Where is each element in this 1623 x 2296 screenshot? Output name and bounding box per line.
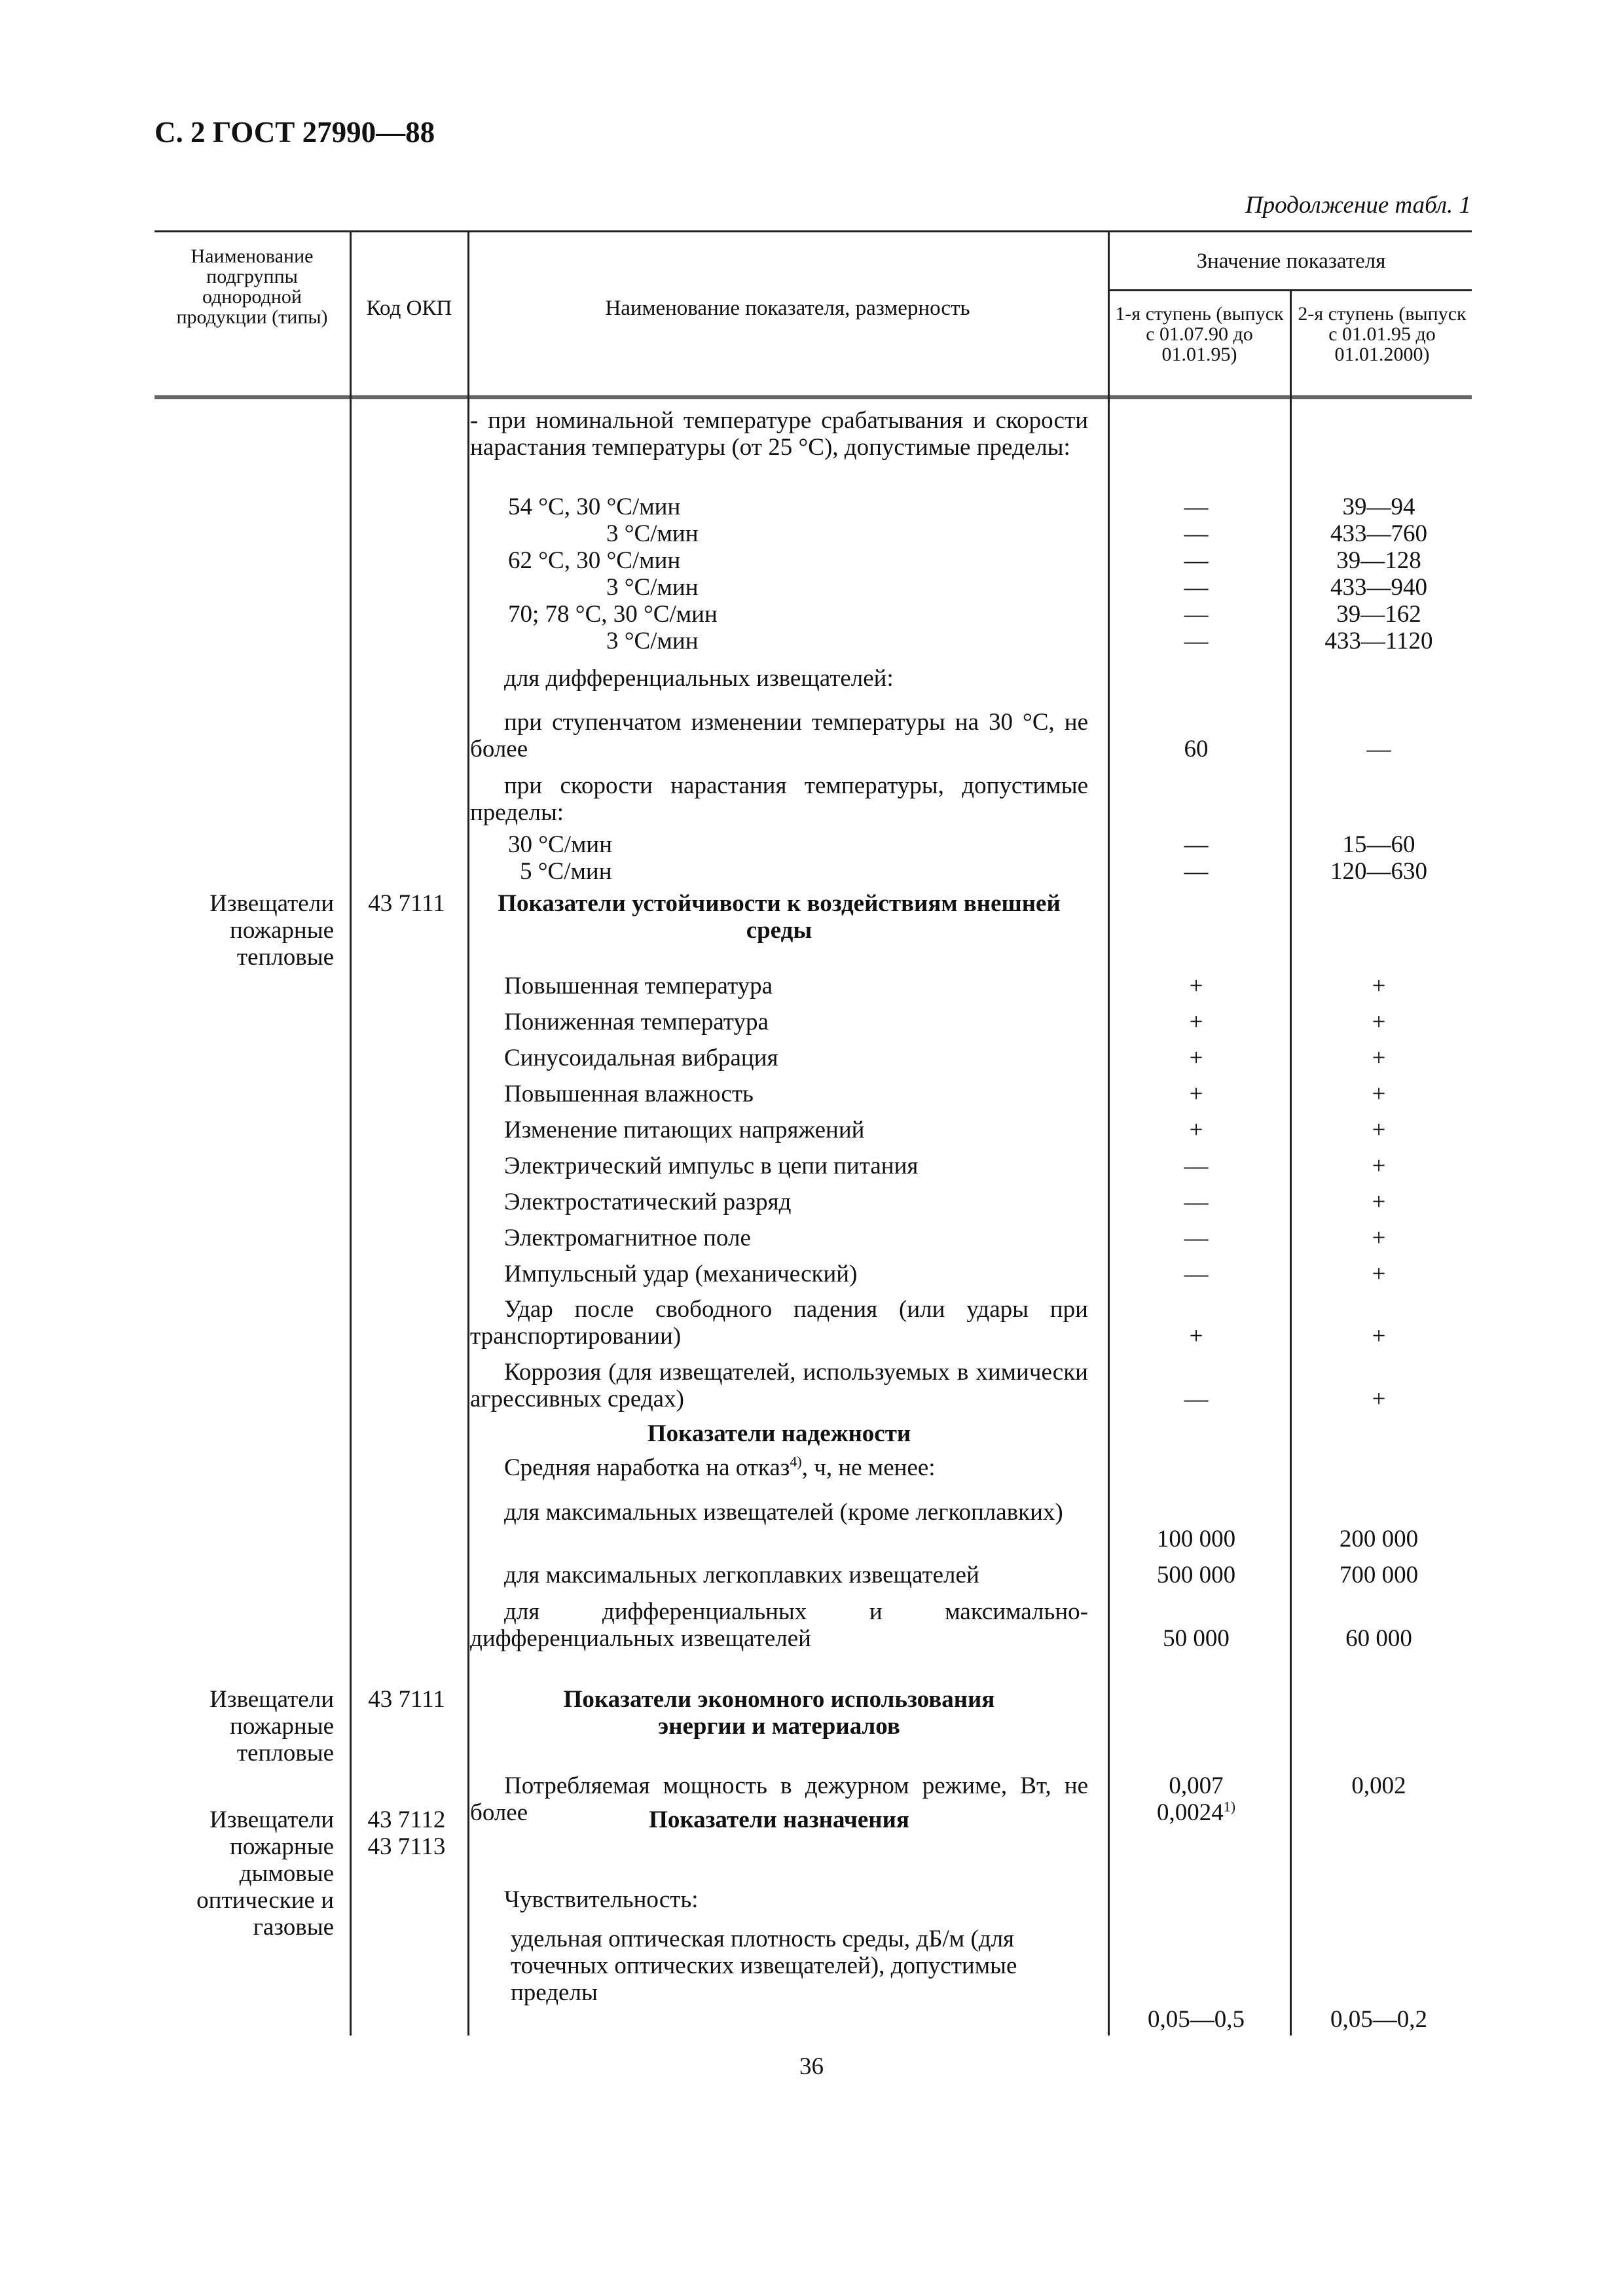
stage-2-value: 39—162	[1336, 601, 1421, 628]
header-okp: Код ОКП	[366, 296, 452, 320]
indicator-text: Повышенная влажность	[504, 1081, 754, 1107]
indicator-text: 3 °С/мин	[606, 520, 699, 547]
indicator-text: Изменение питающих напряжений	[504, 1117, 865, 1143]
stage-1-value: 0,05—0,5	[1148, 2006, 1245, 2033]
table-top-rule	[155, 230, 1472, 232]
indicator-text: при скорости нарастания температуры, допустимые пределы:	[470, 772, 1088, 826]
indicator-text: для максимальных извещателей (кроме легкоплавких)	[504, 1499, 1063, 1526]
footnote-ref: 4)	[790, 1453, 802, 1470]
indicators-table	[155, 230, 1472, 2036]
stage-1-value-alt	[1108, 1799, 1285, 1826]
group-name: Извещатели пожарные тепловые	[210, 890, 334, 971]
stage-1-value: +	[1189, 1009, 1203, 1035]
stage-1-value: 500 000	[1156, 1562, 1236, 1588]
stage-2-value: +	[1372, 1261, 1386, 1287]
indicator-text: Электростатический разряд	[504, 1189, 792, 1215]
indicator-text: 62 °С, 30 °С/мин	[508, 547, 681, 574]
footnote-ref: 1)	[1223, 1798, 1236, 1815]
stage-2-value: +	[1372, 1009, 1386, 1035]
stage-1-value: —	[1184, 1153, 1209, 1179]
okp-code: 43 7111	[368, 890, 445, 917]
indicator-text: 70; 78 °С, 30 °С/мин	[508, 601, 718, 628]
stage-1-value: —	[1184, 1261, 1209, 1287]
stage-2-value: 39—128	[1336, 547, 1421, 574]
section-heading: Показатели экономного использования энергии и материалов	[563, 1686, 995, 1740]
indicator-text: 30 °С/мин	[508, 831, 613, 858]
stage-1-value: —	[1184, 831, 1209, 858]
stage-2-value: 700 000	[1339, 1562, 1419, 1588]
stage-1-value: —	[1184, 574, 1209, 601]
okp-code: 43 7111	[368, 1686, 445, 1713]
group-name: Извещатели пожарные дымовые оптические и газовые	[196, 1806, 334, 1941]
page-header: С. 2 ГОСТ 27990—88	[155, 116, 435, 149]
header-bottom-rule	[155, 395, 1472, 399]
stage-2-value: +	[1372, 1081, 1386, 1107]
indicator-text: для дифференциальных и максимально-дифференциальных извещателей	[470, 1598, 1088, 1652]
stage-2-value: 120—630	[1330, 858, 1427, 885]
stage-2-value: 0,002	[1351, 1772, 1406, 1799]
stage-1-value: 50 000	[1163, 1625, 1230, 1652]
stage-2-value: 0,05—0,2	[1330, 2006, 1427, 2033]
indicator-text: при ступенчатом изменении температуры на 30 °С, не более	[470, 709, 1088, 762]
stage-2-value: +	[1372, 1225, 1386, 1251]
indicator-text-part: , ч, не менее:	[801, 1454, 936, 1481]
stage-1-value-alt-number: 0,0024	[1156, 1799, 1224, 1826]
indicator-text: Удар после свободного падения (или удары при транспортировании)	[470, 1296, 1088, 1350]
indicator-text-part: Средняя наработка на отказ	[504, 1454, 790, 1481]
stage-2-value: +	[1372, 1045, 1386, 1071]
stage-2-value: —	[1366, 736, 1391, 762]
indicator-text: Чувствительность:	[504, 1886, 699, 1913]
stage-2-value: +	[1372, 1153, 1386, 1179]
stage-2-value: 200 000	[1339, 1526, 1419, 1552]
stage-1-value: —	[1184, 628, 1209, 655]
indicator-text: для максимальных легкоплавких извещателей	[504, 1562, 979, 1588]
stage-2-value: 433—760	[1330, 520, 1427, 547]
stage-1-value: +	[1189, 1081, 1203, 1107]
stage-2-value: +	[1372, 1323, 1386, 1350]
indicator-text	[470, 1454, 1122, 1481]
stage-1-value: 60	[1184, 736, 1209, 762]
stage-2-value: 39—94	[1342, 493, 1415, 520]
stage-2-value: +	[1372, 1117, 1386, 1143]
group-name: Извещатели пожарные тепловые	[210, 1686, 334, 1767]
stage-2-value: 15—60	[1342, 831, 1415, 858]
indicator-text: Электрический импульс в цепи питания	[504, 1153, 919, 1179]
stage-1-value: —	[1184, 601, 1209, 628]
header-value: Значение показателя	[1196, 249, 1386, 273]
indicator-text: Электромагнитное поле	[504, 1225, 751, 1251]
stage-1-value: —	[1184, 547, 1209, 574]
stage-1-value: 0,007	[1169, 1772, 1224, 1799]
stage-2-value: +	[1372, 1189, 1386, 1215]
stage-1-value: —	[1184, 1225, 1209, 1251]
stage-1-value: +	[1189, 973, 1203, 999]
indicator-text: Пониженная температура	[504, 1009, 769, 1035]
indicator-text: Потребляемая мощность в дежурном режиме, Вт, не более	[470, 1772, 1088, 1826]
stage-2-value: +	[1372, 973, 1386, 999]
stage-1-value: +	[1189, 1117, 1203, 1143]
header-stage-1: 1-я ступень (выпуск с 01.07.90 до 01.01.95)	[1115, 303, 1284, 365]
header-stage-2: 2-я ступень (выпуск с 01.01.95 до 01.01.2000)	[1298, 303, 1467, 365]
page-number: 36	[799, 2053, 824, 2080]
okp-code: 43 7112 43 7113	[367, 1806, 446, 1860]
indicator-text: 5 °С/мин	[520, 858, 612, 885]
indicator-text: - при номинальной температуре срабатывания и скорости нарастания температуры (от 25 °С), допустимые пределы:	[470, 407, 1088, 461]
section-heading: Показатели назначения	[649, 1806, 909, 1833]
col-divider-1	[350, 230, 352, 2036]
section-heading: Показатели надежности	[647, 1420, 911, 1447]
stage-2-value: 433—1120	[1324, 628, 1433, 655]
stage-1-value: —	[1184, 520, 1209, 547]
indicator-text: удельная оптическая плотность среды, дБ/м (для точечных оптических извещателей), допустимые пределы	[511, 1926, 1017, 2006]
stage-1-value: —	[1184, 1189, 1209, 1215]
stage-1-value: +	[1189, 1045, 1203, 1071]
section-heading: Показатели устойчивости к воздействиям внешней среды	[498, 890, 1061, 944]
indicator-text: 3 °С/мин	[606, 574, 699, 601]
indicator-text: Повышенная температура	[504, 973, 773, 999]
stage-1-value: +	[1189, 1323, 1203, 1350]
indicator-text: Коррозия (для извещателей, используемых в химически агрессивных средах)	[470, 1359, 1088, 1412]
col-divider-2	[467, 230, 469, 2036]
stage-1-value: —	[1184, 1386, 1209, 1412]
header-group-name: Наименование подгруппы однородной продукции (типы)	[176, 245, 328, 328]
stage-2-value: 60 000	[1345, 1625, 1412, 1652]
indicator-text: Синусоидальная вибрация	[504, 1045, 778, 1071]
indicator-text: Импульсный удар (механический)	[504, 1261, 858, 1287]
table-continuation-label: Продолжение табл. 1	[1245, 192, 1471, 219]
stage-1-value: 100 000	[1156, 1526, 1236, 1552]
stage-2-value: 433—940	[1330, 574, 1427, 601]
header-indicator: Наименование показателя, размерность	[605, 296, 970, 320]
indicator-text: 54 °С, 30 °С/мин	[508, 493, 681, 520]
stage-1-value: —	[1184, 858, 1209, 885]
indicator-text: для дифференциальных извещателей:	[504, 665, 894, 692]
stage-2-value: +	[1372, 1386, 1386, 1412]
indicator-text: 3 °С/мин	[606, 628, 699, 655]
stage-1-value: —	[1184, 493, 1209, 520]
